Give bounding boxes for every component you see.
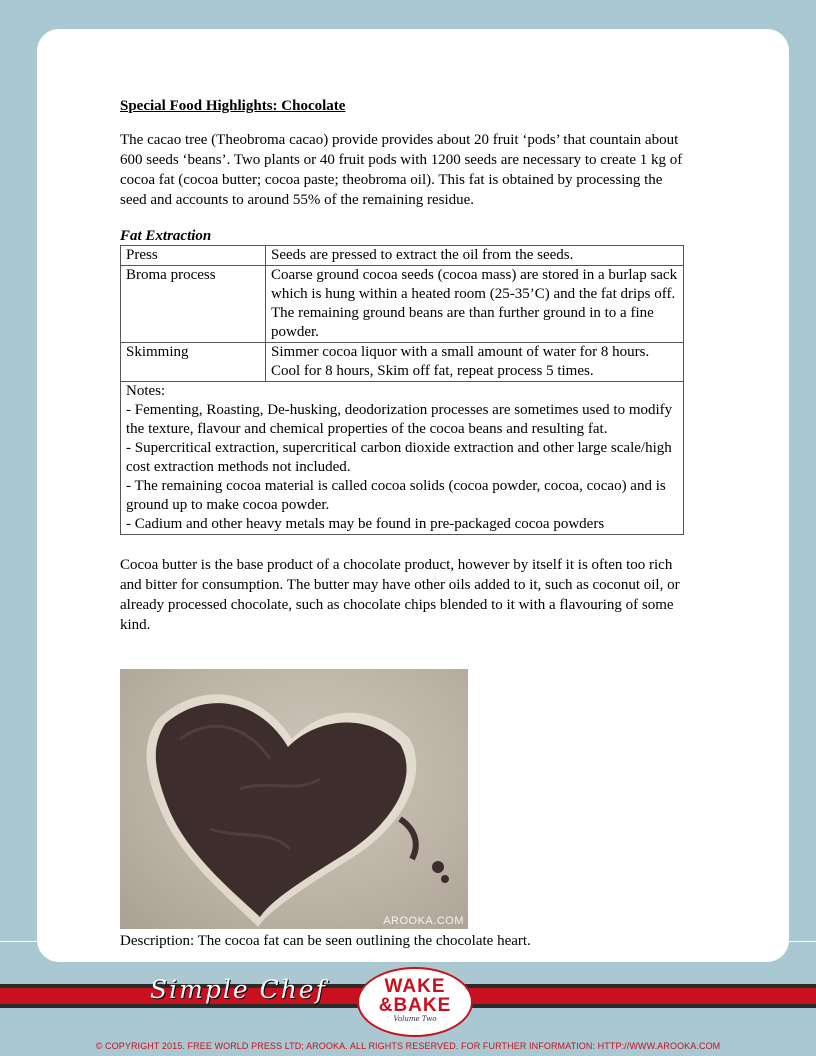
description-line: Cool for 8 hours, Skim off fat, repeat process 5 times. [271, 363, 594, 379]
heart-illustration [120, 669, 468, 929]
table-row [121, 266, 684, 343]
note-item: - The remaining cocoa material is called cocoa solids (cocoa powder, cocoa, cocao) and is ground up to make cocoa powder. [126, 478, 666, 513]
notes-cell [121, 382, 684, 535]
cocoa-butter-paragraph: Cocoa butter is the base product of a chocolate product, however by itself it is often too rich and bitter for consumption. The butter may have other oils added to it, such as coconut oil, or already processed chocolate, such as chocolate chips blended to it with a flavouring of some kind. [120, 557, 680, 633]
badge-line1: WAKE [384, 976, 446, 997]
method-cell: Broma process [121, 266, 266, 343]
description-cell [266, 246, 684, 266]
note-item: - Supercritical extraction, supercritical carbon dioxide extraction and other large scale/high cost extraction methods not included. [126, 440, 672, 475]
method-cell: Skimming [121, 343, 266, 382]
badge-line3: Volume Two [393, 1015, 437, 1023]
table-row [121, 343, 684, 382]
intro-paragraph: The cacao tree (Theobroma cacao) provide provides about 20 fruit ‘pods’ that countain about 600 seeds ‘beans’. Two plants or 40 fruit pods with 1200 seeds are necessary to create 1 kg of cocoa fat (cocoa butter; cocoa paste; theobroma oil). This fat is obtained by processing the seed and accounts to around 55% of the remaining residue. [120, 132, 683, 208]
description-line: Coarse ground cocoa seeds (cocoa mass) are stored in a burlap sack which is hung within a heated room (25-35’C) and the fat drips off. [271, 267, 678, 302]
table-row [121, 246, 684, 266]
description-line: Simmer cocoa liquor with a small amount of water for 8 hours. [271, 344, 650, 360]
wake-bake-badge [357, 967, 473, 1037]
page-title: Special Food Highlights: Chocolate [120, 98, 346, 114]
left-rule [0, 941, 37, 942]
description-line: The remaining ground beans are than further ground in to a fine powder. [271, 305, 654, 340]
notes-label: Notes: [126, 383, 166, 399]
description-line: Seeds are pressed to extract the oil from the seeds. [271, 247, 574, 263]
image-watermark: AROOKA.COM [383, 915, 464, 927]
copyright-notice: © COPYRIGHT 2015. FREE WORLD PRESS LTD; AROOKA. ALL RIGHTS RESERVED. FOR FURTHER INFORMATION: HTTP://WWW.AROOKA.COM [95, 1041, 721, 1051]
notes-row [121, 382, 684, 535]
note-item: - Fementing, Roasting, De-husking, deodorization processes are sometimes used to modify the texture, flavour and chemical properties of the cocoa beans and resulting fat. [126, 402, 673, 437]
right-rule [789, 941, 816, 942]
description-cell [266, 343, 684, 382]
document-content [120, 97, 686, 635]
brand-logo: Simple Chef [150, 975, 327, 1004]
section-heading: Fat Extraction [120, 228, 212, 244]
chocolate-heart-photo [120, 669, 468, 929]
note-item: - Cadium and other heavy metals may be found in pre-packaged cocoa powders [126, 516, 605, 532]
badge-line2: &BAKE [378, 995, 452, 1016]
method-cell: Press [121, 246, 266, 266]
fat-extraction-table [120, 245, 684, 535]
image-caption: Description: The cocoa fat can be seen outlining the chocolate heart. [120, 933, 531, 949]
description-cell [266, 266, 684, 343]
